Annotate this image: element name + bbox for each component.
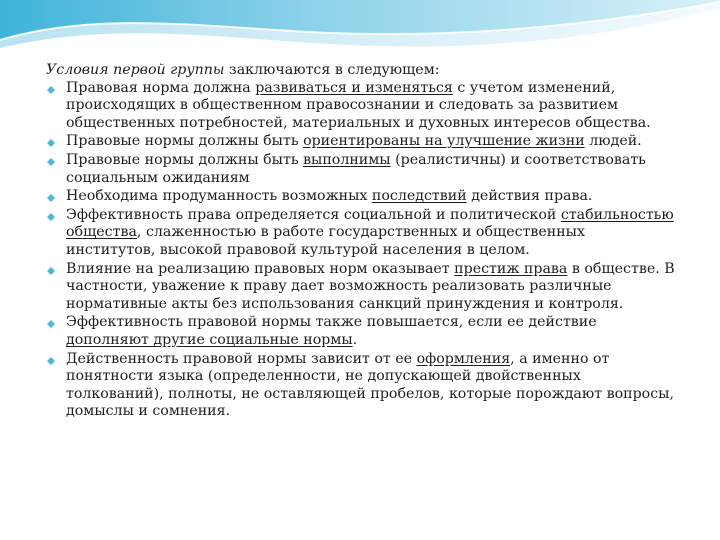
item-text: Эффективность права определяется социальной и политической [66, 206, 561, 223]
item-text: Правовая норма должна [66, 79, 256, 96]
item-text: , а именно от понятности языка (определенности, не допускающей двойственных толкований), полноты, не оставляющей пробелов, которые порождают вопросы, домыслы и сомнения. [66, 350, 674, 420]
bullet-icon [47, 158, 55, 166]
bullet-icon [47, 213, 55, 221]
item-text: , слаженностью в работе государственных и общественных институтов, высокой правовой культурой населения в целом. [66, 224, 585, 258]
list-item [46, 80, 676, 133]
list-item [46, 207, 676, 260]
item-underlined: выполнимы [303, 151, 391, 168]
intro-text: заключаются в следующем: [224, 62, 440, 78]
item-text: в обществе. В частности, уважение к праву дает возможность реализовать различные нормативные акты без использования санкций принуждения и контроля. [66, 260, 675, 312]
item-underlined: последствий [371, 188, 467, 205]
bullet-icon [47, 267, 55, 275]
bullet-icon [47, 320, 55, 328]
list-item [46, 133, 676, 151]
item-underlined: ориентированы на улучшение жизни [303, 133, 585, 150]
item-text: Необходима продуманность возможных [66, 188, 372, 205]
slide-body [46, 62, 676, 422]
bullet-icon [47, 139, 55, 147]
list-item [46, 351, 676, 421]
item-text: Правовые нормы должны быть [66, 151, 304, 168]
item-underlined: престиж права [454, 260, 568, 277]
item-text: с учетом изменений, происходящих в общественном правосознании и следовать за развитием общественных потребностей, материальных и духовных интересов общества. [66, 79, 651, 131]
item-text: (реалистичны) и соответствовать социальным ожиданиям [66, 151, 646, 186]
intro-line [46, 62, 676, 80]
list-item [46, 188, 676, 206]
item-text: Влияние на реализацию правовых норм оказывает [66, 260, 455, 277]
item-underlined: оформления [416, 350, 511, 367]
item-text: Правовые нормы должны быть [66, 133, 304, 150]
item-text: . [352, 331, 358, 348]
intro-emphasis: Условия первой группы [46, 62, 225, 78]
bullet-icon [47, 194, 55, 202]
list-item [46, 314, 676, 349]
bullet-icon [47, 86, 55, 94]
item-text: действия права. [466, 188, 593, 205]
bullet-icon [47, 357, 55, 365]
conditions-list [46, 80, 676, 421]
item-text: людей. [584, 133, 642, 150]
item-text: Действенность правовой нормы зависит от ее [66, 350, 417, 367]
list-item [46, 261, 676, 314]
item-underlined: развиваться и изменяться [255, 79, 453, 96]
list-item [46, 152, 676, 187]
item-underlined: стабильностью общества [66, 206, 674, 241]
item-text: Эффективность правовой нормы также повышается, если ее действие [66, 314, 597, 331]
item-underlined: дополняют другие социальные нормы [66, 331, 353, 348]
